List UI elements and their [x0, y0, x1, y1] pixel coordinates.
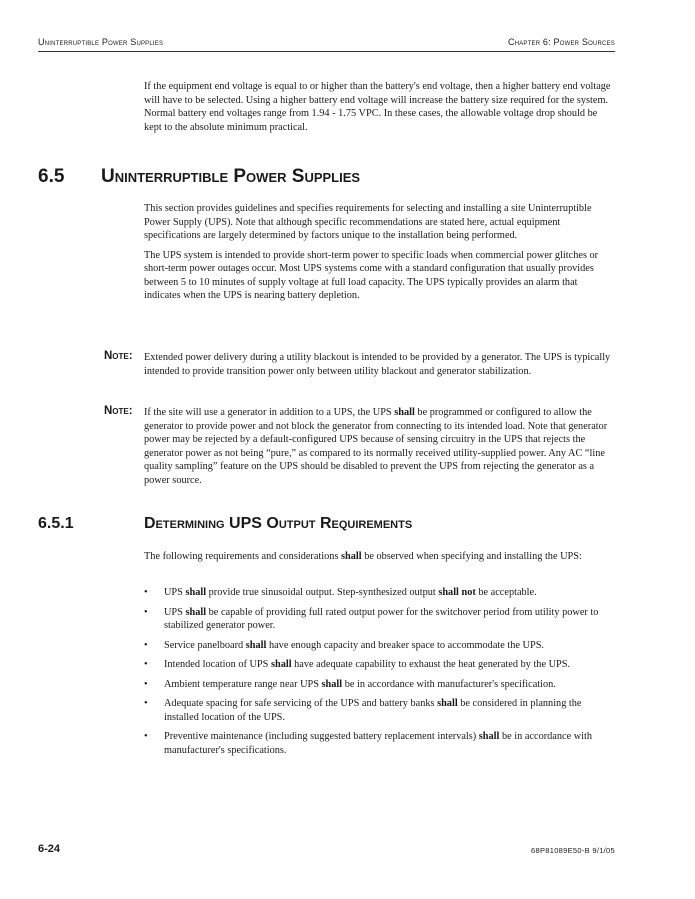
section-paragraph-1: This section provides guidelines and specifies requirements for selecting and installing a site Uninterruptible Power Supply (UPS). Note that although specific recommendations are stated here, actual equipment specifications are largely determined by factors unique to the installation being performed.: [144, 203, 592, 241]
bullet-icon: •: [144, 606, 148, 618]
bullet-icon: •: [144, 678, 148, 690]
header-left-title: Uninterruptible Power Supplies: [38, 37, 164, 47]
note-text: Extended power delivery during a utility blackout is intended to be provided by a generator. The UPS is typically intended to provide transition power only between utility blackout and generator stabilization.: [144, 352, 611, 377]
bullet-icon: •: [144, 731, 148, 742]
note-text: If the site will use a generator in addition to a UPS, the UPS shall be programmed or configured to allow the generator to provide power and not block the generator from connecting to its intended load. Note that generator power may be rejected by a default-configured UPS because of sensing circuitry in the UPS that rejects the generator power as not being “pure,” as compared to its normally received utility-supplied power. Any AC “line quality sampling” feature on the UPS should be disabled to prevent the UPS from rejecting the generator as a power source.: [144, 407, 608, 486]
intro-paragraph-block: [144, 80, 614, 134]
section-title: Uninterruptible Power Supplies: [101, 166, 361, 187]
subsection-intro-text: The following requirements and considerations shall be observed when specifying and installing the UPS:: [144, 551, 582, 562]
list-item: • Intended location of UPS shall have adequate capability to exhaust the heat generated by the UPS.: [144, 659, 571, 670]
list-item: • UPS shall provide true sinusoidal output. Step-synthesized output shall not be acceptable.: [144, 587, 537, 598]
subsection-number: 6.5.1: [38, 515, 74, 532]
subsection-title: Determining UPS Output Requirements: [144, 515, 413, 532]
list-item: • Adequate spacing for safe servicing of the UPS and battery banks shall be considered in planning the installed location of the UPS.: [144, 698, 582, 723]
header-right-chapter: Chapter 6: Power Sources: [508, 37, 615, 47]
requirements-list: [144, 586, 614, 763]
page-number: 6-24: [38, 843, 61, 855]
list-item: • Ambient temperature range near UPS shall be in accordance with manufacturer's specification.: [144, 678, 556, 690]
document-id: 68P81089E50-B 9/1/05: [531, 846, 615, 855]
bullet-icon: •: [144, 698, 148, 709]
list-item: • Preventive maintenance (including suggested battery replacement intervals) shall be in accordance with manufacturer's specifications.: [144, 731, 593, 756]
list-item: • UPS shall be capable of providing full rated output power for the switchover period from utility power to stabilized generator power.: [144, 606, 599, 631]
note-2: [104, 406, 614, 487]
section-number: 6.5: [38, 166, 65, 187]
intro-paragraph: If the equipment end voltage is equal to or higher than the battery's end voltage, then a higher battery end voltage will have to be selected. Using a higher battery end voltage will increase the battery size required for the system. Normal battery end voltages range from 1.94 - 1.75 VPC. In these cases, the allowable voltage drop should be kept to the absolute minimum practical.: [144, 81, 611, 133]
header-rule: [38, 51, 615, 52]
bullet-icon: •: [144, 639, 148, 651]
subsection-intro: [144, 550, 614, 564]
note-label: Note:: [104, 350, 133, 362]
list-item: • Service panelboard shall have enough capacity and breaker space to accommodate the UPS.: [144, 639, 545, 651]
note-1: [104, 351, 614, 378]
bullet-icon: •: [144, 587, 148, 598]
note-label: Note:: [104, 405, 133, 417]
section-body: [144, 202, 614, 303]
section-paragraph-2: The UPS system is intended to provide short-term power to specific loads when commercial power glitches or short-term power outages occur. Most UPS systems come with a standard configuration that usually provides between 5 to 10 minutes of supply voltage at full load capacity. The UPS typically provides an alarm that indicates when the UPS is nearing battery depletion.: [144, 249, 599, 301]
bullet-icon: •: [144, 659, 148, 670]
